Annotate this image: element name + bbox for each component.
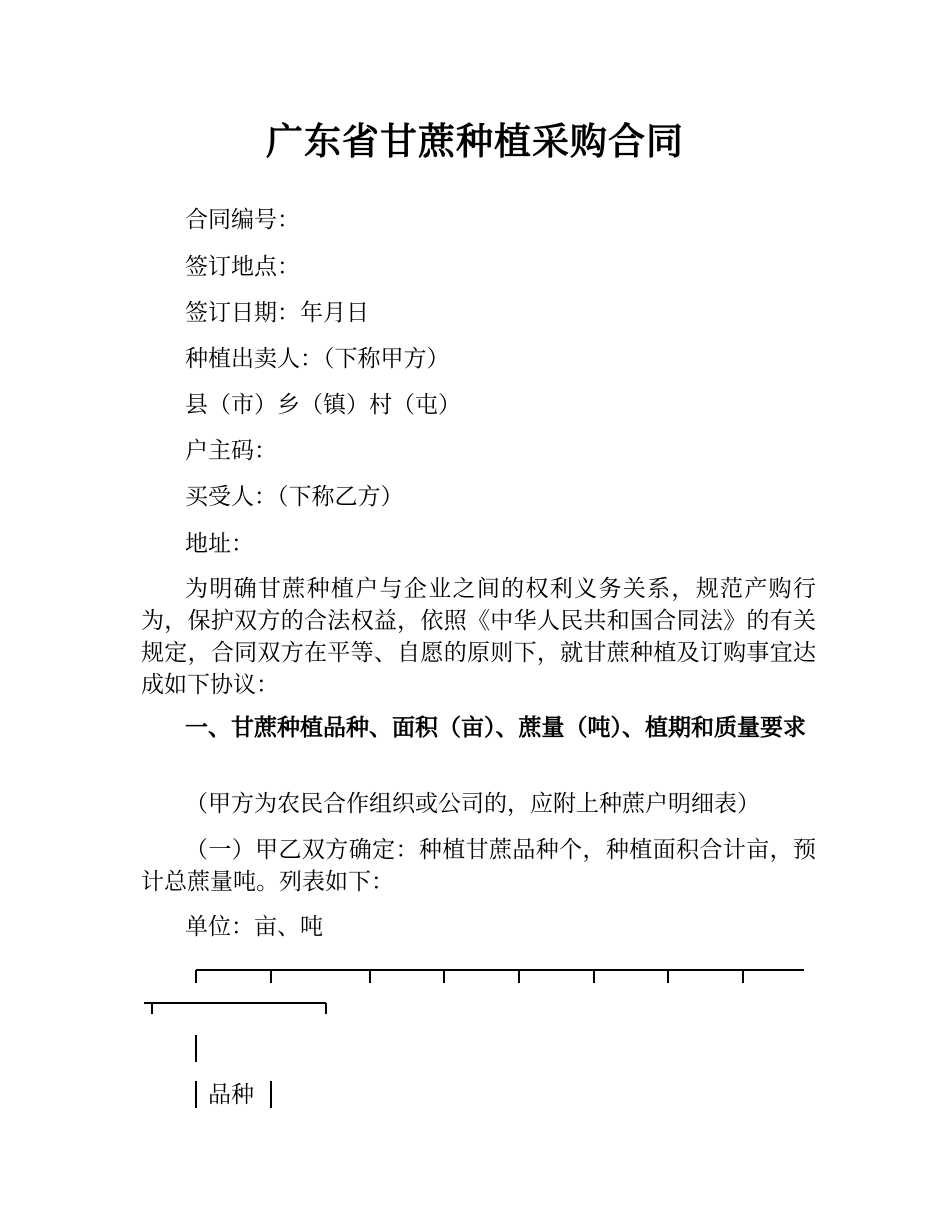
section-1-note: （甲方为农民合作组织或公司的，应附上种蔗户明细表） bbox=[185, 791, 760, 817]
unit-line: 单位：亩、吨 bbox=[185, 914, 323, 940]
field-sign-location: 签订地点： bbox=[185, 254, 300, 280]
section-1-heading: 一、甘蔗种植品种、面积（亩）、蔗量（吨）、植期和质量要求 bbox=[185, 715, 806, 741]
field-seller: 种植出卖人：（下称甲方） bbox=[185, 346, 450, 372]
field-buyer: 买受人：（下称乙方） bbox=[185, 484, 404, 510]
table-cell-variety: 品种 bbox=[208, 1082, 254, 1108]
intro-paragraph: 为明确甘蔗种植户与企业之间的权利义务关系，规范产购行为，保护双方的合法权益，依照《中华人民共和国合同法》的有关规定，合同双方在平等、自愿的原则下，就甘蔗种植及订购事宜达成如下协议： bbox=[141, 576, 816, 698]
field-household-code: 户主码： bbox=[185, 438, 277, 464]
document-title: 广东省甘蔗种植采购合同 bbox=[266, 120, 684, 163]
section-1-item-1: （一）甲乙双方确定：种植甘蔗品种个，种植面积合计亩，预计总蔗量吨。列表如下： bbox=[141, 837, 816, 895]
field-sign-date: 签订日期：年月日 bbox=[185, 300, 369, 326]
field-contract-number: 合同编号： bbox=[185, 207, 300, 233]
field-seller-region: 县（市）乡（镇）村（屯） bbox=[185, 392, 461, 418]
field-address: 地址： bbox=[185, 531, 254, 557]
